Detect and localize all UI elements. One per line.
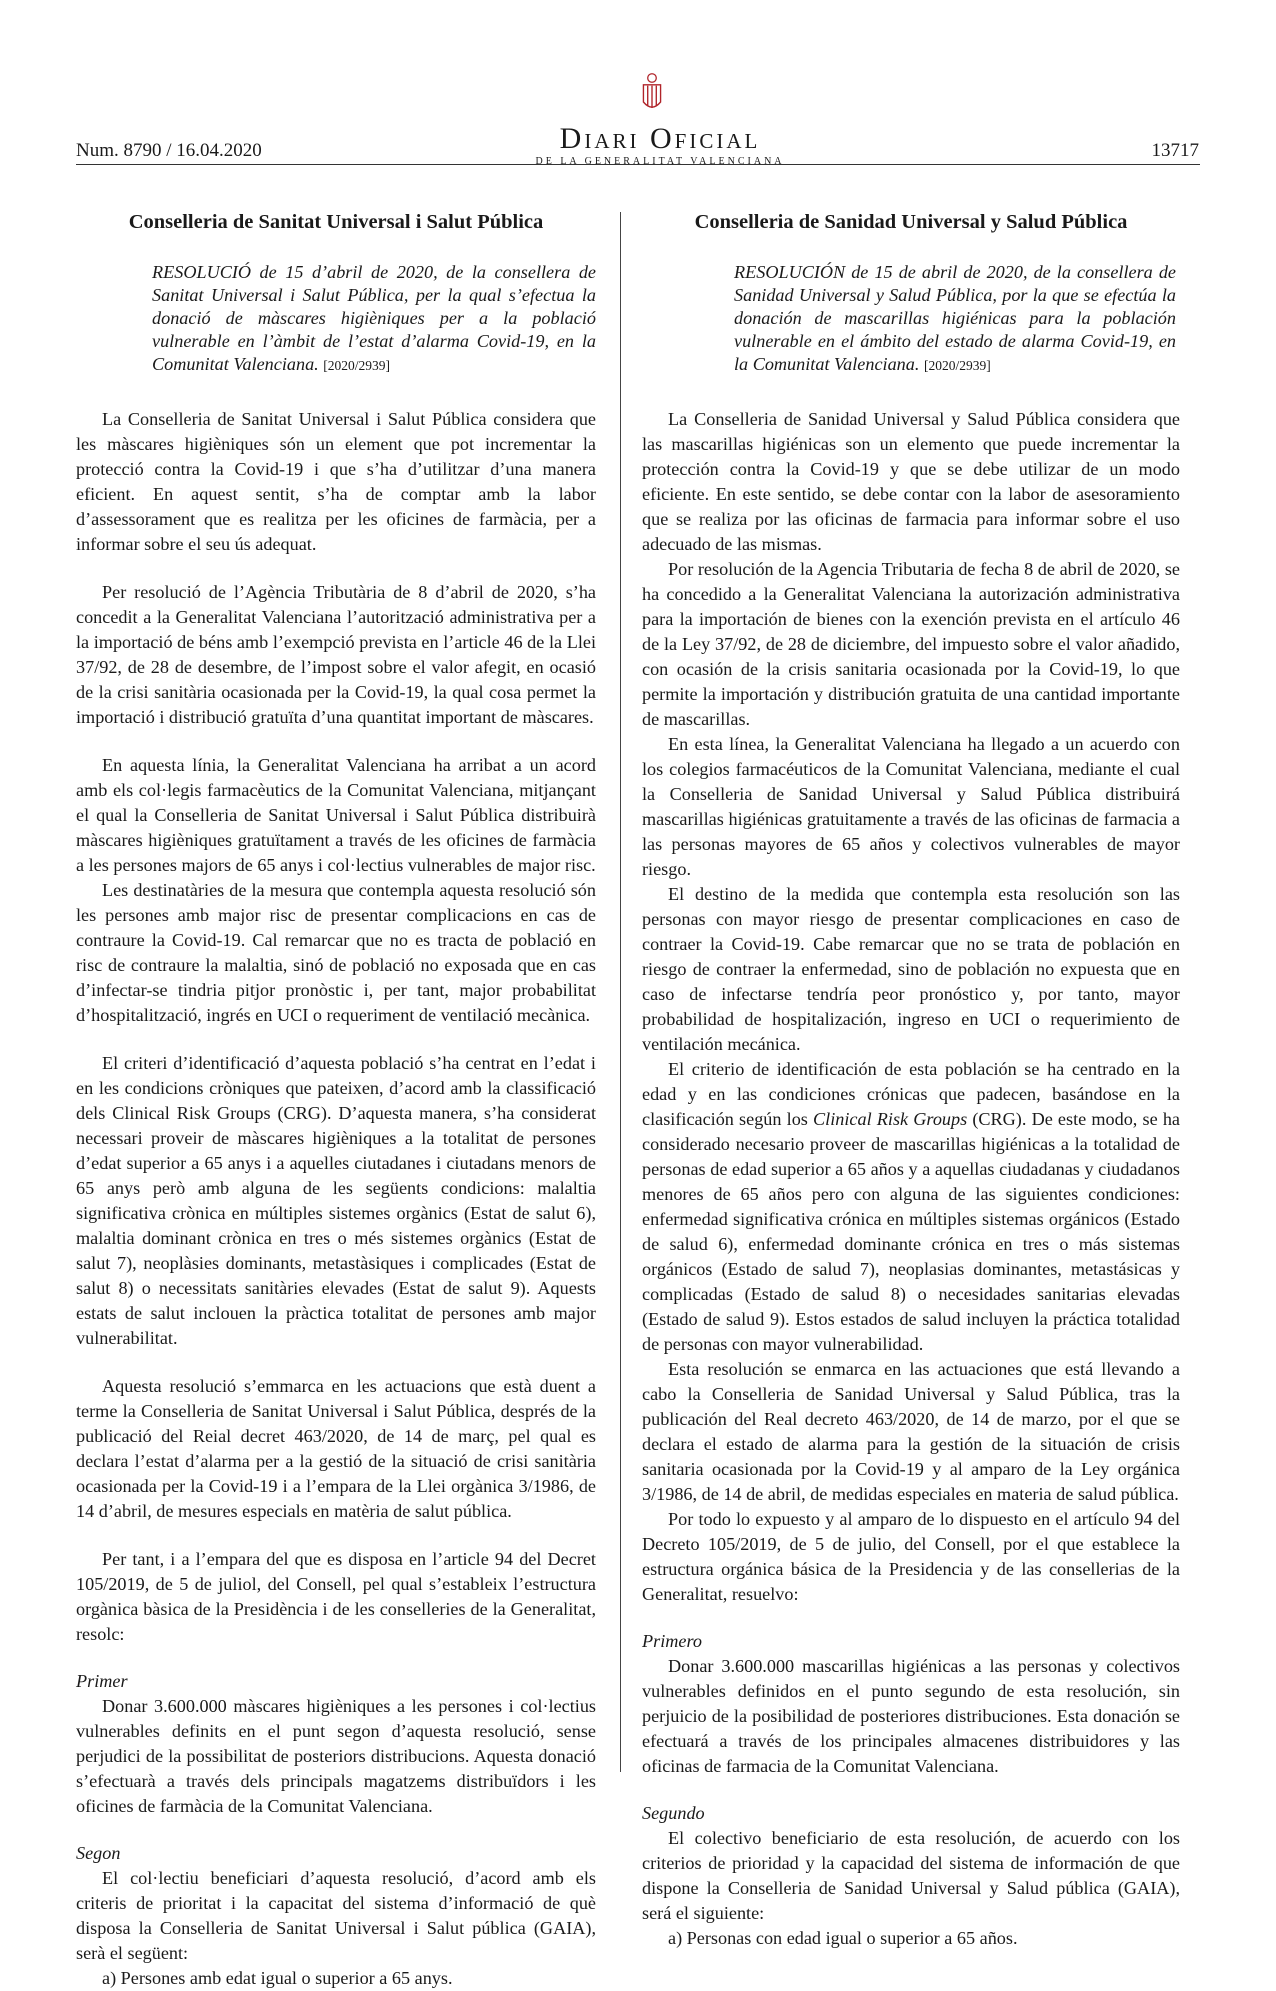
summary-text: RESOLUCIÓ de 15 d’abril de 2020, de la consellera de Sanitat Universal i Salut Pública, per la qual s’efectua la donació de màscares higièniques per a la població vulnerable en l’àmbit de l’estat d’alarma Covid-19, en la Comunitat Valenciana.: [152, 262, 596, 374]
section-heading: Segundo: [642, 1803, 705, 1823]
masthead-title: Diari Oficial: [559, 122, 761, 155]
paragraph: En esta línea, la Generalitat Valenciana ha llegado a un acuerdo con los colegios farmacéuticos de la Comunitat Valenciana, mediante el cual la Conselleria de Sanidad Universal y Salud Pública distribuirá mascarillas higiénicas gratuitamente a través de las oficinas de farmacia a las personas mayores de 65 años y colectivos vulnerables de mayor riesgo.: [642, 734, 1180, 879]
reference-code: [2020/2939]: [323, 358, 391, 373]
paragraph: El criteri d’identificació d’aquesta població s’ha centrat en l’edat i en les condicions cròniques que pateixen, d’acord amb la classificació dels Clinical Risk Groups (CRG). D’aquesta manera, s’ha considerat necessari proveir de màscares higièniques a la totalitat de persones d’edat superior a 65 anys i a aquelles ciutadanes i ciutadans menors de 65 anys però amb alguna de les següents condicions: malaltia significativa crònica en múltiples sistemes orgànics (Estat de salut 6), malaltia dominant crònica en tres o més sistemes orgànics (Estat de salut 7), neoplàsies dominants, metastàsiques i complicades (Estat de salut 8) o necessitats sanitàries elevades (Estat de salut 9). Aquests estats de salut inclouen la pràctica totalitat de persones amb major vulnerabilitat.: [76, 1053, 596, 1348]
paragraph: La Conselleria de Sanidad Universal y Salud Pública considera que las mascarillas higiénicas son un elemento que puede incrementar la protección contra la Covid-19 y que se debe utilizar de un modo eficiente. En este sentido, se debe contar con la labor de asesoramiento que se realiza por las oficinas de farmacia para informar sobre el uso adecuado de las mismas.: [642, 409, 1180, 554]
spanish-column: [642, 210, 1180, 1951]
issue-number: Num. 8790 / 16.04.2020: [76, 140, 262, 161]
column-divider: [620, 212, 621, 1772]
crg-term: Clinical Risk Groups: [813, 1109, 968, 1129]
paragraph-text: (CRG). De este modo, se ha considerado necesario proveer de mascarillas higiénicas a la totalidad de personas de edad superior a 65 años y a aquellas ciudadanas y ciudadanos menores de 65 años pero con alguna de las siguientes condiciones: enfermedad significativa crónica en múltiples sistemas orgánicos (Estado de salud 6), enfermedad dominante crónica en tres o más sistemas orgánicos (Estado de salud 7), neoplasias dominantes, metastásicas y complicadas (Estado de salud 8) o necesidades sanitarias elevadas (Estado de salud 9). Estos estados de salud incluyen la práctica totalidad de personas con mayor vulnerabilidad.: [642, 1109, 1180, 1354]
header-rule: [76, 164, 1200, 165]
section-heading: Segon: [76, 1843, 121, 1863]
paragraph: Per tant, i a l’empara del que es disposa en l’article 94 del Decret 105/2019, de 5 de juliol, del Consell, pel qual s’estableix l’estructura orgànica bàsica de la Presidència i de les conselleries de la Generalitat, resolc:: [76, 1549, 596, 1644]
masthead-logo: [530, 72, 790, 167]
paragraph: Por todo lo expuesto y al amparo de lo dispuesto en el artículo 94 del Decreto 105/2019, de 5 de julio, del Consell, por el que establece la estructura orgánica básica de la Presidencia y de las consellerias de la Generalitat, resuelvo:: [642, 1509, 1180, 1604]
valencian-column: [76, 210, 596, 1991]
paragraph: Per resolució de l’Agència Tributària de 8 d’abril de 2020, s’ha concedit a la Generalitat Valenciana l’autorització administrativa per a la importació de béns amb l’exempció prevista en l’article 46 de la Llei 37/92, de 28 de desembre, de l’impost sobre el valor afegit, en ocasió de la crisi sanitària ocasionada per la Covid-19, la qual cosa permet la importació i distribució gratuïta d’una quantitat important de màscares.: [76, 582, 596, 727]
paragraph: Por resolución de la Agencia Tributaria de fecha 8 de abril de 2020, se ha concedido a la Generalitat Valenciana la autorización administrativa para la importación de bienes con la exención prevista en el artículo 46 de la Ley 37/92, de 28 de diciembre, del impuesto sobre el valor añadido, con ocasión de la crisis sanitaria ocasionada por la Covid-19, lo que permite la importación y distribución gratuita de una cantidad importante de mascarillas.: [642, 559, 1180, 729]
paragraph: [642, 1057, 1180, 1357]
department-title: Conselleria de Sanitat Universal i Salut Pública: [128, 211, 544, 233]
paragraph: La Conselleria de Sanitat Universal i Salut Pública considera que les màscares higièniques són un element que pot incrementar la protecció contra la Covid-19 i que s’ha d’utilitzar d’una manera eficient. En aquest sentit, s’ha de comptar amb la labor d’assessorament que es realitza per les oficines de farmàcia, per a informar sobre el seu ús adequat.: [76, 409, 596, 554]
reference-code: [2020/2939]: [923, 358, 991, 373]
summary-text: RESOLUCIÓN de 15 de abril de 2020, de la consellera de Sanidad Universal y Salud Pública, por la que se efectúa la donación de mascarillas higiénicas para la población vulnerable en el ámbito del estado de alarma Covid-19, en la Comunitat Valenciana.: [734, 262, 1176, 374]
paragraph: Donar 3.600.000 màscares higièniques a les persones i col·lectius vulnerables definits en el punt segon d’aquesta resolució, sense perjudici de la possibilitat de posteriors distribucions. Aquesta donació s’efectuarà a través dels principals magatzems distribuïdors i les oficines de farmàcia de la Comunitat Valenciana.: [76, 1696, 596, 1816]
section-heading: Primero: [642, 1631, 702, 1651]
department-title: Conselleria de Sanidad Universal y Salud Pública: [694, 211, 1128, 233]
resolution-summary: [76, 261, 596, 377]
paragraph: Aquesta resolució s’emmarca en les actuacions que està duent a terme la Conselleria de Sanitat Universal i Salut Pública, després de la publicació del Reial decret 463/2020, de 14 de març, pel qual es declara l’estat d’alarma per a la gestió de la situació de crisi sanitària ocasionada per la Covid-19 i a l’empara de la Llei orgànica 3/1986, de 14 d’abril, de mesures especials en matèria de salut pública.: [76, 1376, 596, 1521]
coat-of-arms-icon: [640, 72, 664, 120]
list-item: a) Personas con edad igual o superior a 65 años.: [668, 1928, 1018, 1948]
paragraph: El colectivo beneficiario de esta resolución, de acuerdo con los criterios de prioridad y la capacidad del sistema de información de que dispone la Conselleria de Sanidad Universal y Salud pública (GAIA), será el siguiente:: [642, 1828, 1180, 1923]
paragraph: Les destinatàries de la mesura que contempla aquesta resolució són les persones amb major risc de presentar complicacions en cas de contraure la Covid-19. Cal remarcar que no es tracta de població en risc de contraure la malaltia, sinó de població no exposada que en cas d’infectar-se tindria pitjor pronòstic i, per tant, major probabilitat d’hospitalització, ingrés en UCI o requeriment de ventilació mecànica.: [76, 880, 596, 1025]
section-heading: Primer: [76, 1671, 128, 1691]
paragraph: Esta resolución se enmarca en las actuaciones que está llevando a cabo la Conselleria de Sanidad Universal y Salud Pública, tras la publicación del Real decreto 463/2020, de 14 de marzo, por el que se declara el estado de alarma para la gestión de la situación de crisis sanitaria ocasionada por la Covid-19 y al amparo de la Ley orgánica 3/1986, de 14 de abril, de medidas especiales en materia de salud pública.: [642, 1359, 1180, 1504]
page-header: [0, 0, 1276, 170]
masthead-subtitle: DE LA GENERALITAT VALENCIANA: [535, 156, 785, 167]
paragraph: El destino de la medida que contempla esta resolución son las personas con mayor riesgo de presentar complicaciones en caso de contraer la Covid-19. Cabe remarcar que no se trata de población en riesgo de contraer la enfermedad, sino de población no expuesta que en caso de infectarse tendría peor pronóstico y, por tanto, mayor probabilidad de hospitalización, ingreso en UCI o requerimiento de ventilación mecánica.: [642, 884, 1180, 1054]
page-number: 13717: [1151, 140, 1199, 161]
paragraph: Donar 3.600.000 mascarillas higiénicas a las personas y colectivos vulnerables definidos en el punto segundo de esta resolución, sin perjuicio de la posibilidad de posteriores distribuciones. Esta donación se efectuará a través de los principales almacenes distribuidores y las oficinas de farmacia de la Comunitat Valenciana.: [642, 1656, 1180, 1776]
paragraph: En aquesta línia, la Generalitat Valenciana ha arribat a un acord amb els col·legis farmacèutics de la Comunitat Valenciana, mitjançant el qual la Conselleria de Sanitat Universal i Salut Pública distribuirà màscares higièniques gratuïtament a través de les oficines de farmàcia a les persones majors de 65 anys i col·lectius vulnerables de major risc.: [76, 755, 596, 875]
resolution-summary: [642, 261, 1180, 377]
list-item: a) Persones amb edat igual o superior a 65 anys.: [102, 1968, 453, 1988]
paragraph-text: El criterio de identificación de esta población se ha centrado en la edad y en las condiciones crónicas que padecen, basándose en la clasificación según los: [642, 1059, 1180, 1129]
paragraph: El col·lectiu beneficiari d’aquesta resolució, d’acord amb els criteris de prioritat i la capacitat del sistema d’informació de què disposa la Conselleria de Sanitat Universal i Salut pública (GAIA), serà el següent:: [76, 1868, 596, 1963]
